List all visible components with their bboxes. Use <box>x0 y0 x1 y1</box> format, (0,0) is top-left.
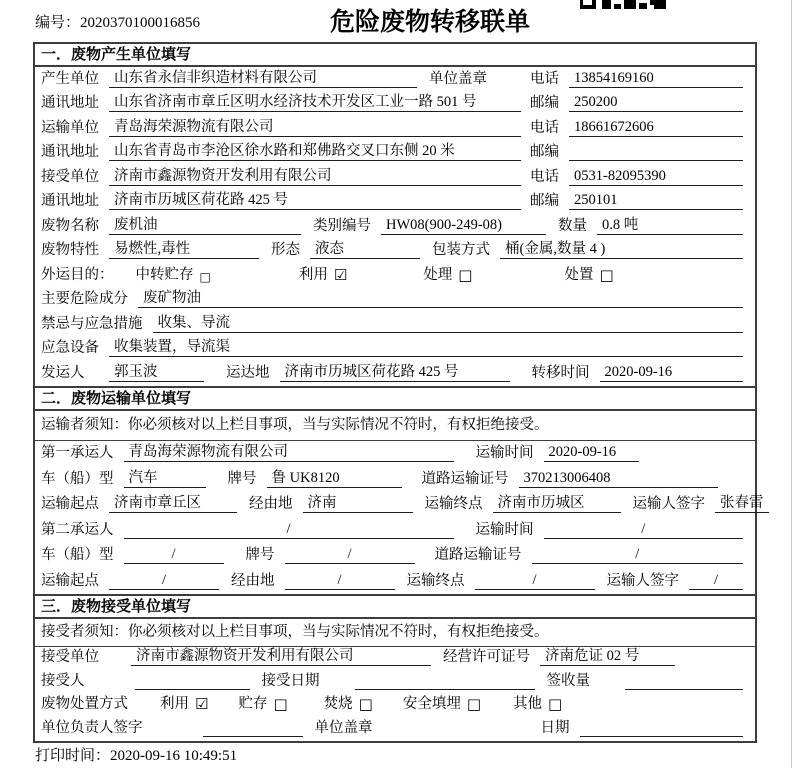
waste-property-row <box>35 239 755 264</box>
first-carrier-label: 第一承运人 <box>41 445 114 461</box>
waste-form-value: 液态 <box>310 237 420 259</box>
purpose-dispose-checkbox: □ <box>599 265 614 284</box>
purpose-transfer-storage-option <box>136 263 211 284</box>
transport-tel-label: 电话 <box>530 119 559 136</box>
destination-value: 济南市历城区荷花路 425 号 <box>280 360 510 382</box>
main-hazard-label: 主要危险成分 <box>41 291 128 307</box>
plate2-value: / <box>285 546 415 564</box>
emergency-equipment-value: 收集装置，导流渠 <box>109 335 743 357</box>
route1-via-value: 济南 <box>303 491 413 513</box>
qr-code-fragment <box>580 0 666 10</box>
transport-time1-value: 2020-09-16 <box>544 444 639 462</box>
waste-qty-value: 0.8 吨 <box>597 213 743 235</box>
transfer-purpose-label: 外运目的： <box>41 266 114 283</box>
destination-label: 运达地 <box>226 364 270 381</box>
receiver-unit-row <box>35 165 755 190</box>
route2-end-label: 运输终点 <box>406 572 465 589</box>
section1-header: 一．废物产生单位填写 <box>35 44 755 67</box>
road-license1-value: 370213006408 <box>519 470 719 488</box>
receiver-zip-value: 250101 <box>569 192 743 210</box>
transport-address-value: 山东省青岛市李沧区徐水路和郑佛路交叉口东侧 20 米 <box>109 139 521 161</box>
disposal-other-checkbox: □ <box>548 695 563 713</box>
second-carrier-label: 第二承运人 <box>41 521 114 538</box>
route2-via-label: 经由地 <box>231 572 275 589</box>
waste-name-value: 废机油 <box>109 213 301 235</box>
producer-zip-value: 250200 <box>569 94 743 112</box>
disposal-incinerate-label: 焚烧 <box>323 696 353 712</box>
producer-unit-value: 山东省永信非织造材料有限公司 <box>109 66 417 88</box>
transport-address-row <box>35 141 755 166</box>
road-license2-value: / <box>532 546 744 564</box>
producer-address-value: 山东省济南市章丘区明水经济技术开发区工业一路 501 号 <box>109 90 521 112</box>
receiver-address-value: 济南市历城区荷花路 425 号 <box>109 188 521 210</box>
print-time-value: 2020-09-16 10:49:51 <box>110 748 238 764</box>
purpose-dispose-option <box>564 263 613 284</box>
route2-origin-value: / <box>109 572 219 590</box>
date-label: 日期 <box>540 719 570 736</box>
producer-tel-label: 电话 <box>530 70 559 87</box>
purpose-treat-option <box>423 263 472 284</box>
vehicle1-row <box>35 466 755 492</box>
producer-zip-label: 邮编 <box>530 95 559 111</box>
disposal-storage-label: 贮存 <box>238 696 268 712</box>
disposal-storage-checkbox: □ <box>273 695 288 713</box>
first-carrier-value: 青岛海荣源物流有限公司 <box>124 440 454 462</box>
waste-code-value: HW08(900-249-08) <box>381 217 546 235</box>
accept-unit-row <box>35 647 755 671</box>
transport-tel-value: 18661672606 <box>569 119 743 137</box>
receiver-tel-value: 0531-82095390 <box>569 168 743 186</box>
document-number-value: 2020370100016856 <box>80 15 201 31</box>
receiver-notice: 接受者须知：你必须核对以上栏目事项，当与实际情况不符时，有权拒绝接受。 <box>35 619 755 647</box>
sign-qty-label: 签收量 <box>546 672 590 689</box>
purpose-treat-checkbox: □ <box>458 265 473 284</box>
emergency-equipment-row <box>35 337 755 362</box>
receiver-unit-label: 接受单位 <box>41 168 99 185</box>
main-hazard-value: 废矿物油 <box>138 286 743 308</box>
packing-value: 桶(金属,数量 4 ) <box>500 237 743 259</box>
accept-person-row <box>35 670 755 694</box>
taboo-measures-label: 禁忌与应急措施 <box>41 315 143 332</box>
transport-zip-value <box>569 145 743 161</box>
disposal-incinerate-checkbox: □ <box>358 695 373 713</box>
route2-via-value: / <box>285 572 395 590</box>
receiver-tel-label: 电话 <box>530 168 559 185</box>
dispatcher-value: 郭玉波 <box>109 360 204 382</box>
operate-license-value: 济南危证 02 号 <box>540 644 675 666</box>
taboo-measures-value: 收集、导流 <box>153 311 744 333</box>
plate1-value: 鲁 UK8120 <box>267 466 402 488</box>
unit-seal2-label: 单位盖章 <box>314 719 373 736</box>
route1-sign-label: 运输人签字 <box>632 496 705 512</box>
disposal-storage-option <box>238 692 287 713</box>
disposal-utilize-checkbox: ☑ <box>195 695 209 713</box>
first-carrier-row <box>35 441 755 467</box>
accept-unit-label: 接受单位 <box>41 649 99 665</box>
transport-address-label: 通讯地址 <box>41 144 99 160</box>
accept-unit-value: 济南市鑫源物资开发利用有限公司 <box>131 644 431 666</box>
accept-person-label: 接受人 <box>41 672 85 689</box>
vehicle1-type-value: 汽车 <box>124 466 206 488</box>
transfer-time-label: 转移时间 <box>531 364 590 381</box>
waste-code-label: 类别编号 <box>313 217 371 234</box>
waste-form-label: 形态 <box>271 242 300 258</box>
second-carrier-value: / <box>124 521 454 539</box>
producer-unit-label: 产生单位 <box>41 70 99 87</box>
section3-header: 三．废物接受单位填写 <box>35 594 755 619</box>
responsible-sign-row <box>35 717 755 741</box>
road-license2-label: 道路运输证号 <box>434 547 522 563</box>
disposal-landfill-option <box>403 692 481 713</box>
second-carrier-row <box>35 517 755 543</box>
responsible-sign-label: 单位负责人签字 <box>41 719 143 736</box>
purpose-transfer-storage-label: 中转贮存 <box>135 266 194 283</box>
purpose-utilize-label: 利用 <box>298 266 328 283</box>
purpose-utilize-checkbox: ☑ <box>333 265 348 284</box>
transport-unit-label: 运输单位 <box>41 119 99 136</box>
taboo-measures-row <box>35 312 755 337</box>
receiver-address-row <box>35 190 755 215</box>
date-value <box>580 721 744 737</box>
route1-origin-label: 运输起点 <box>41 496 99 512</box>
route1-origin-value: 济南市章丘区 <box>109 491 237 513</box>
plate1-label: 牌号 <box>227 470 257 487</box>
section2-header: 二．废物运输单位填写 <box>35 386 755 411</box>
sign-qty-value <box>625 674 743 690</box>
section2-body <box>35 441 764 594</box>
receiver-zip-label: 邮编 <box>530 193 559 209</box>
route1-sign-value: 张春雷 <box>715 491 769 513</box>
operate-license-label: 经营许可证号 <box>443 649 530 665</box>
transport-unit-value: 青岛海荣源物流有限公司 <box>109 115 521 137</box>
purpose-utilize-option <box>299 263 347 284</box>
road-license1-label: 道路运输证号 <box>421 470 509 487</box>
disposal-other-label: 其他 <box>513 696 543 712</box>
manifest-form-table <box>33 42 764 743</box>
purpose-treat-label: 处理 <box>423 266 453 283</box>
vehicle2-type-label: 车（船）型 <box>41 547 114 563</box>
unit-seal-label: 单位盖章 <box>429 70 487 87</box>
purpose-transfer-storage-checkbox: □ <box>199 269 211 284</box>
transport-zip-label: 邮编 <box>530 144 559 160</box>
vehicle2-row <box>35 543 755 569</box>
document-number-label: 编号： <box>35 15 81 31</box>
page-title: 危险废物转移联单 <box>329 8 530 36</box>
disposal-incinerate-option <box>324 692 373 713</box>
producer-address-row <box>35 92 755 117</box>
transfer-time-value: 2020-09-16 <box>600 364 744 382</box>
transport-time2-value: / <box>544 521 744 539</box>
disposal-utilize-label: 利用 <box>160 696 189 712</box>
plate2-label: 牌号 <box>245 547 275 563</box>
page-edge-line <box>791 0 792 768</box>
disposal-other-option <box>513 692 562 713</box>
accept-person-value <box>135 674 250 690</box>
route2-row <box>35 568 755 594</box>
accept-date-label: 接受日期 <box>261 672 320 689</box>
transport-unit-row <box>35 116 755 141</box>
waste-property-value: 易燃性,毒性 <box>109 237 259 259</box>
waste-name-label: 废物名称 <box>41 217 99 234</box>
main-hazard-row <box>35 288 755 313</box>
waste-name-row <box>35 214 755 239</box>
route1-row <box>35 492 764 518</box>
route2-end-value: / <box>475 572 595 590</box>
dispatcher-label: 发运人 <box>41 364 85 381</box>
route1-end-label: 运输终点 <box>424 496 483 512</box>
producer-tel-value: 13854169160 <box>569 70 743 88</box>
route1-via-label: 经由地 <box>249 496 293 512</box>
receiver-address-label: 通讯地址 <box>41 193 99 209</box>
producer-address-label: 通讯地址 <box>41 95 99 111</box>
waste-property-label: 废物特性 <box>41 242 99 258</box>
transfer-purpose-row <box>35 263 755 288</box>
transport-time1-label: 运输时间 <box>475 445 534 461</box>
route2-sign-label: 运输人签字 <box>606 572 679 589</box>
producer-unit-row <box>35 67 755 92</box>
dispatcher-row <box>35 361 755 386</box>
section3-body <box>35 647 755 741</box>
disposal-method-row <box>35 694 755 718</box>
route2-sign-value: / <box>689 572 743 590</box>
packing-label: 包装方式 <box>432 242 490 258</box>
purpose-dispose-label: 处置 <box>564 266 594 283</box>
vehicle2-type-value: / <box>124 546 224 564</box>
emergency-equipment-label: 应急设备 <box>41 340 99 356</box>
transporter-notice: 运输者须知：你必须核对以上栏目事项，当与实际情况不符时，有权拒绝接受。 <box>35 411 755 441</box>
print-time-label: 打印时间： <box>35 748 111 764</box>
route2-origin-label: 运输起点 <box>41 572 99 589</box>
route1-end-value: 济南市历城区 <box>493 491 621 513</box>
section1-body <box>35 67 755 386</box>
disposal-landfill-checkbox: □ <box>466 695 482 713</box>
print-time <box>35 744 237 765</box>
receiver-unit-value: 济南市鑫源物资开发利用有限公司 <box>109 164 521 186</box>
transport-time2-label: 运输时间 <box>475 521 534 538</box>
vehicle1-type-label: 车（船）型 <box>41 470 114 487</box>
waste-qty-label: 数量 <box>558 217 587 234</box>
accept-date-value <box>355 674 535 690</box>
disposal-utilize-option <box>160 692 208 713</box>
disposal-landfill-label: 安全填埋 <box>402 696 461 712</box>
responsible-sign-value <box>203 721 303 737</box>
disposal-method-label: 废物处置方式 <box>41 696 128 712</box>
